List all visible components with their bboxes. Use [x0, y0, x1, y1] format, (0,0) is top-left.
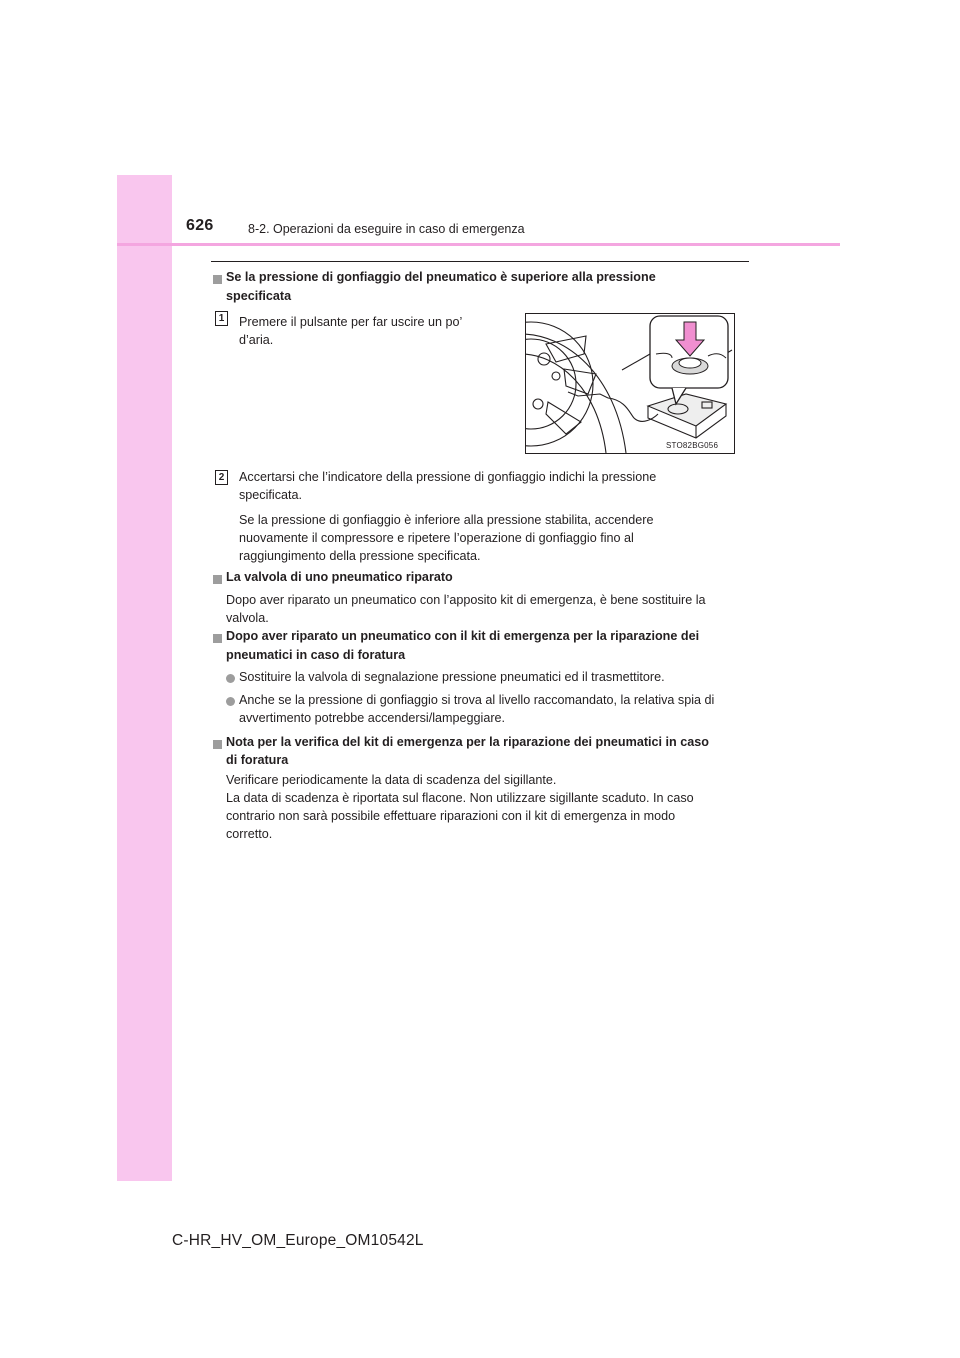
square-bullet-icon	[213, 575, 222, 584]
section-heading-line: Se la pressione di gonfiaggio del pneumatico è superiore alla pressione	[226, 270, 656, 284]
step-number-2: 2	[215, 470, 228, 485]
body-text-line: Dopo aver riparato un pneumatico con l’apposito kit di emergenza, è bene sostituire la	[226, 593, 706, 607]
section-heading-line: specificata	[226, 289, 292, 303]
content-divider	[211, 261, 749, 262]
body-text-line: La data di scadenza è riportata sul flacone. Non utilizzare sigillante scaduto. In caso	[226, 791, 694, 805]
body-text-line: contrario non sarà possibile effettuare riparazioni con il kit di emergenza in modo	[226, 809, 676, 823]
step2-text-line: Accertarsi che l’indicatore della pressione di gonfiaggio indichi la pressione	[239, 470, 657, 484]
body-text-line: corretto.	[226, 827, 273, 841]
section-heading-line: La valvola di uno pneumatico riparato	[226, 570, 453, 584]
tire-compressor-button-press-illustration	[526, 314, 734, 453]
page-number: 626	[186, 217, 214, 234]
round-bullet-icon	[226, 697, 235, 706]
body-text-line: Verificare periodicamente la data di scadenza del sigillante.	[226, 773, 557, 787]
footer-doc-code: C-HR_HV_OM_Europe_OM10542L	[172, 1232, 424, 1249]
bullet-text-line: Anche se la pressione di gonfiaggio si trova al livello raccomandato, la relativa spia di	[239, 693, 715, 707]
section-heading-line: di foratura	[226, 753, 289, 767]
step1-text-line: Premere il pulsante per far uscire un po’	[239, 315, 463, 329]
square-bullet-icon	[213, 634, 222, 643]
step2-note-line: nuovamente il compressore e ripetere l’operazione di gonfiaggio fino al	[239, 531, 634, 545]
step-number-1: 1	[215, 311, 228, 326]
tire-compressor-illustration	[525, 313, 735, 454]
section-heading-line: Nota per la verifica del kit di emergenza per la riparazione dei pneumatici in caso	[226, 735, 709, 749]
square-bullet-icon	[213, 275, 222, 284]
step1-text-line: d’aria.	[239, 333, 274, 347]
round-bullet-icon	[226, 674, 235, 683]
step2-note-line: Se la pressione di gonfiaggio è inferiore alla pressione stabilita, accendere	[239, 513, 654, 527]
section-heading-line: pneumatici in caso di foratura	[226, 648, 406, 662]
step2-note-line: raggiungimento della pressione specificata.	[239, 549, 481, 563]
step2-text-line: specificata.	[239, 488, 302, 502]
section-heading-line: Dopo aver riparato un pneumatico con il kit di emergenza per la riparazione dei	[226, 629, 700, 643]
square-bullet-icon	[213, 740, 222, 749]
body-text-line: valvola.	[226, 611, 269, 625]
section-title: 8-2. Operazioni da eseguire in caso di emergenza	[248, 222, 525, 236]
illustration-code: STO82BG056	[666, 441, 719, 450]
header-rule	[117, 243, 840, 246]
chapter-side-tab	[117, 175, 172, 1181]
bullet-text-line: avvertimento potrebbe accendersi/lampeggiare.	[239, 711, 506, 725]
bullet-text-line: Sostituire la valvola di segnalazione pressione pneumatici ed il trasmettitore.	[239, 670, 665, 684]
